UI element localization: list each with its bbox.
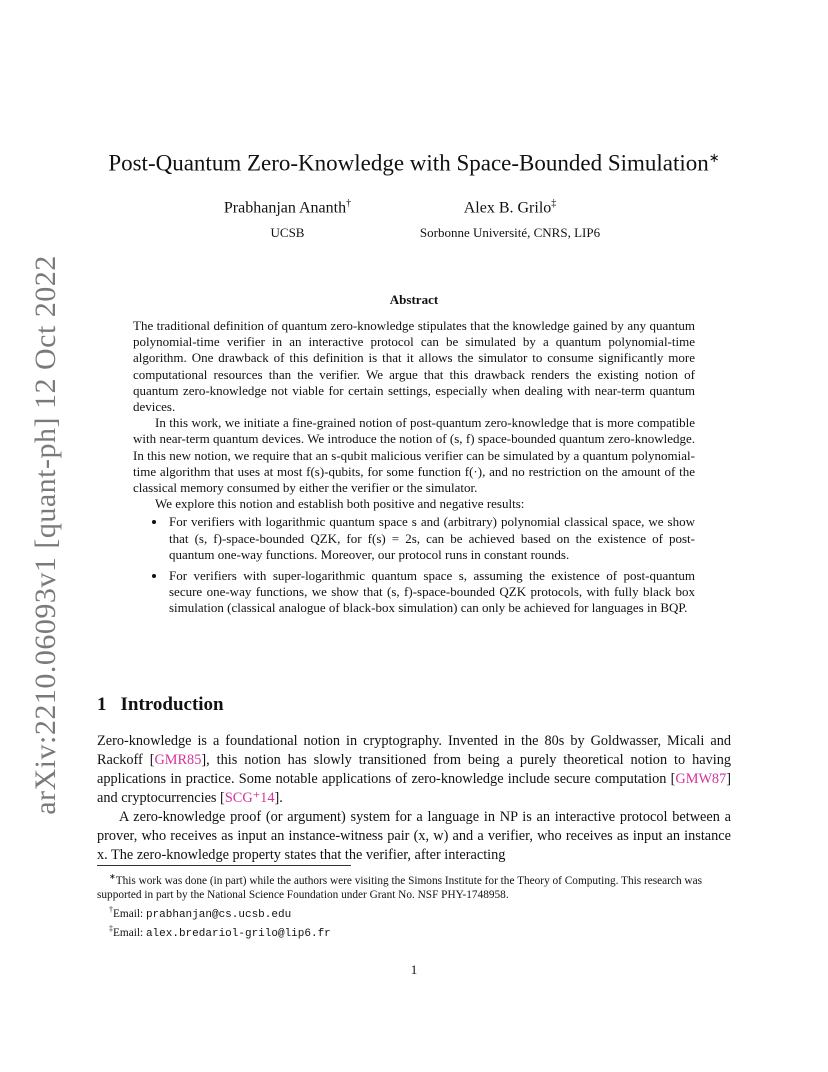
footnote-mark: †	[109, 904, 113, 914]
list-item: • For verifiers with logarithmic quantum space s and (arbitrary) polynomial classical space, we show that (s, f)-space-bounded QZK, for f(s) = 2s, can be achieved based on the existence of post-quantum one-way functions. Moreover, our protocol runs in constant rounds.	[167, 514, 695, 563]
citation-link[interactable]: GMW87	[675, 771, 727, 787]
footnote-mark: ‡	[109, 924, 113, 934]
author-name-text: Alex B. Grilo	[463, 199, 552, 217]
text-run: ].	[274, 790, 283, 806]
author-affiliation: UCSB	[270, 225, 305, 241]
results-list	[133, 514, 695, 616]
author-footnote-mark: ‡	[551, 198, 557, 209]
page-number: 1	[410, 962, 418, 977]
body-paragraph: A zero-knowledge proof (or argument) system for a language in NP is an interactive protocol between a prover, who receives as input an instance-witness pair (x, w) and a verifier, who receives as input an instance x. The zero-knowledge property states that the verifier, after interacting	[97, 809, 731, 863]
abstract-paragraph: The traditional definition of quantum zero-knowledge stipulates that the knowledge gained by any quantum polynomial-time verifier in an interactive protocol can be simulated by a quantum polynomial-time algorithm. One drawback of this definition is that it allows the simulator to consume significantly more computational resources than the verifier. We argue that this drawback renders the existing notion of quantum zero-knowledge not viable for certain settings, especially when dealing with near-term quantum devices.	[133, 318, 695, 415]
author-name-text: Prabhanjan Ananth	[223, 199, 347, 217]
footnote	[97, 922, 731, 941]
introduction-body	[97, 732, 731, 865]
email-link[interactable]: alex.bredariol-grilo@lip6.fr	[145, 927, 331, 940]
arxiv-stamp-text: arXiv:2210.06093v1 [quant-ph] 12 Oct 2022	[29, 255, 63, 815]
paper-title	[0, 150, 828, 177]
paper-title-text: Post-Quantum Zero-Knowledge with Space-Bounded Simulation	[108, 150, 709, 176]
footnote-mark: ∗	[109, 872, 116, 881]
footnotes	[97, 870, 731, 941]
author-footnote-mark: †	[346, 198, 352, 209]
section-number: 1	[97, 694, 107, 715]
author-block-1	[200, 198, 375, 241]
author-name	[400, 198, 620, 217]
section-title: Introduction	[120, 694, 224, 715]
footnote-divider	[97, 865, 351, 866]
footnote	[97, 870, 731, 903]
footnote-text: Email:	[113, 926, 146, 939]
author-name	[200, 198, 375, 217]
footnote-text: Email:	[113, 907, 146, 920]
author-affiliation: Sorbonne Université, CNRS, LIP6	[419, 225, 601, 241]
text-run: ] and cryptocurrencies [	[97, 771, 731, 806]
citation-link[interactable]: GMR85	[154, 752, 202, 768]
footnote-text: This work was done (in part) while the authors were visiting the Simons Institute for the Theory of Computing. This research was supported in part by the National Science Foundation under Grant No. NSF PHY-1748958.	[97, 874, 702, 902]
author-block-2	[400, 198, 620, 241]
body-paragraph	[97, 732, 731, 808]
citation-link[interactable]: SCG⁺14	[224, 790, 275, 806]
footnote	[97, 903, 731, 922]
abstract-paragraph: We explore this notion and establish both positive and negative results:	[155, 496, 525, 512]
email-link[interactable]: prabhanjan@cs.ucsb.edu	[145, 908, 292, 921]
section-heading	[97, 694, 224, 716]
abstract-body	[133, 318, 695, 622]
title-footnote-mark: ∗	[708, 150, 720, 165]
text-run: ], this notion has slowly transitioned from being a purely theoretical notion to having applications in practice. Some notable applications of zero-knowledge include secure computation [	[97, 752, 731, 787]
abstract-heading: Abstract	[389, 292, 439, 307]
list-item: • For verifiers with super-logarithmic quantum space s, assuming the existence of post-quantum secure one-way functions, we show that (s, f)-space-bounded QZK protocols, with fully black box simulation (classical analogue of black-box simulation) can only be achieved for languages in BQP.	[167, 568, 695, 617]
text-run: Zero-knowledge is a foundational notion in cryptography. Invented in the 80s by Goldwasser, Micali and Rackoff [	[97, 733, 731, 768]
arxiv-stamp	[16, 255, 76, 815]
abstract-paragraph: In this work, we initiate a fine-grained notion of post-quantum zero-knowledge that is more compatible with near-term quantum devices. We introduce the notion of (s, f) space-bounded quantum zero-knowledge. In this new notion, we require that an s-qubit malicious verifier can be simulated by a quantum polynomial-time algorithm that uses at most f(s)-qubits, for some function f(·), and no restriction on the amount of the classical memory consumed by either the verifier or the simulator.	[133, 415, 695, 496]
